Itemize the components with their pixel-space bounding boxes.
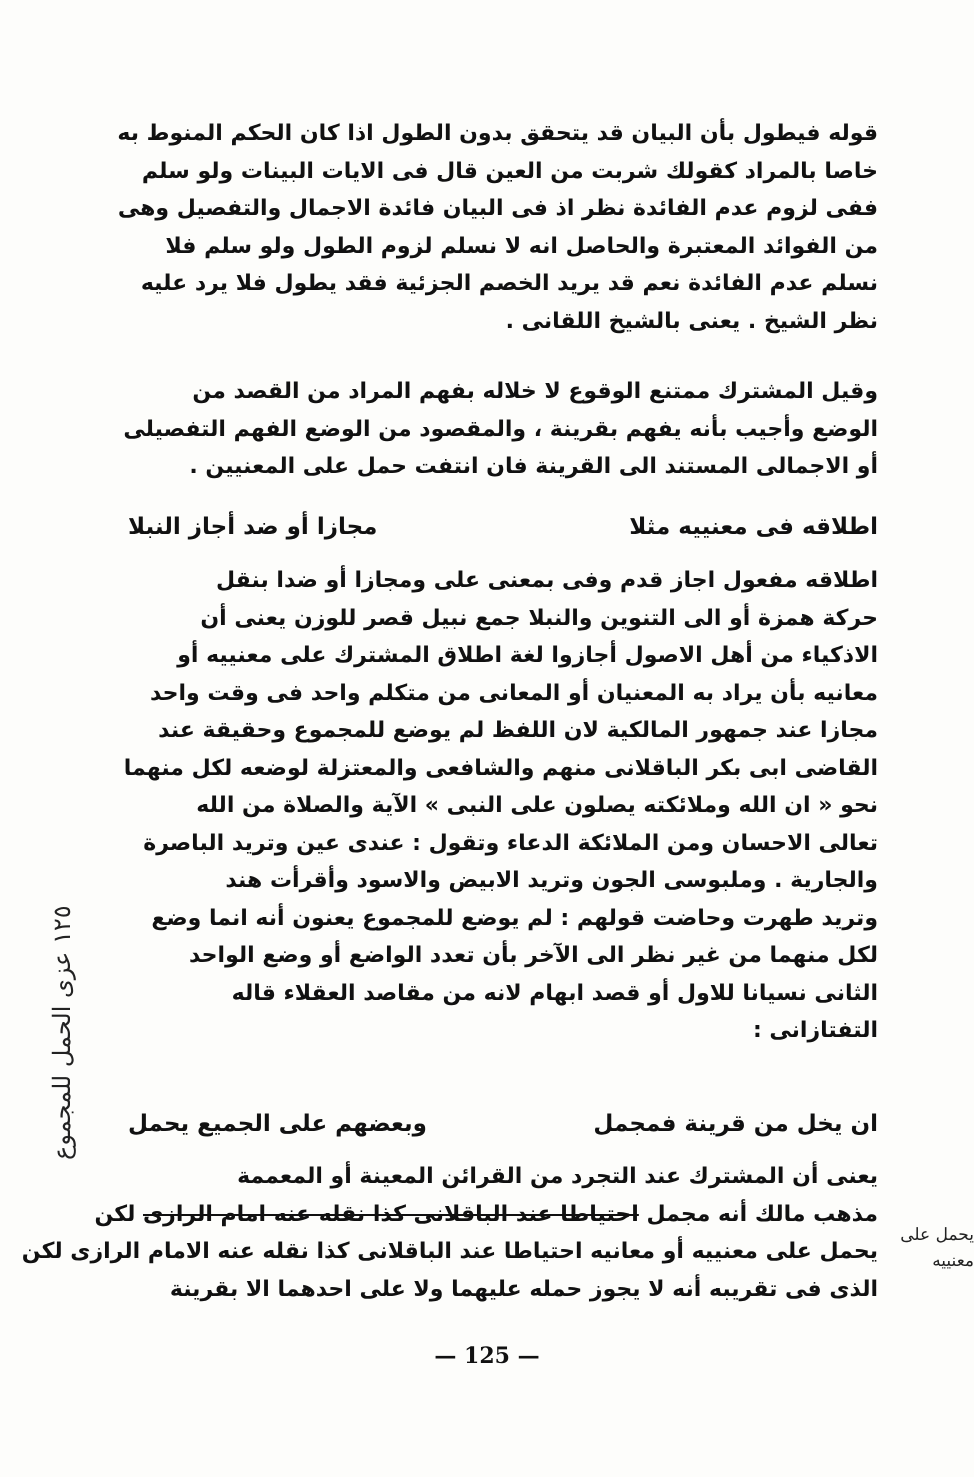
verse-hemistich-right: ان يخل من قرينة فمجمل [593, 1111, 878, 1137]
paragraph-2 [123, 373, 878, 486]
text-line: الاذكياء من أهل الاصول أجازوا لغة اطلاق المشترك على معنييه أو [177, 643, 878, 668]
text-line: ففى لزوم عدم الفائدة نظر اذ فى البيان فائدة الاجمال والتفصيل وهى [117, 196, 878, 221]
text-line: نحو « ان الله وملائكته يصلون على النبى » الآية والصلاة من الله [196, 793, 878, 818]
text-line: القاضى ابى بكر الباقلانى منهم والشافعى والمعتزلة لوضعه لكل منهما [123, 755, 878, 781]
text-line: حركة همزة أو الى التنوين والنبلا جمع نبيل قصر للوزن يعنى أن [200, 605, 878, 631]
margin-note-right: يحمل على معنييه [900, 1225, 974, 1271]
text-line: يحمل على معنييه أو معانيه احتياطا عند الباقلانى كذا نقله عنه الامام الرازى لكن [21, 1239, 878, 1264]
verse-hemistich-right: اطلاقه فى معنييه مثلا [629, 514, 878, 540]
text-line: خاصا بالمراد كقولك شربت من العين قال فى الايات البينات ولو سلم [141, 158, 878, 184]
text-line: الذى فى تقريبه أنه لا يجوز حمله عليهما ولا على احدهما الا بقرينة [169, 1276, 878, 1302]
text-line: مجازا عند جمهور المالكية لان اللفظ لم يوضع للمجموع وحقيقة عند [158, 718, 878, 743]
text-line: وقيل المشترك ممتنع الوقوع لا خلاله بفهم المراد من القصد من [192, 379, 878, 404]
text-line: وتريد طهرت وحاضت قولهم : لم يوضع للمجموع يعنون أنه انما وضع [151, 905, 878, 931]
text-line-with-strikethrough [94, 1196, 878, 1234]
margin-note-vertical: ١٢٥ عزى الحمل للمجموع [48, 905, 76, 1160]
verse-hemistich-left: وبعضهم على الجميع يحمل [128, 1111, 427, 1137]
text-line: والجارية . وملبوسى الجون وتريد الابيض والاسود وأقرأت هند [225, 868, 878, 893]
text-line: الوضع وأجيب بأنه يفهم بقرينة ، والمقصود من الوضع الفهم التفصيلى [123, 416, 878, 442]
text-line: معانيه بأن يراد به المعنيان أو المعانى من متكلم واحد فى وقت واحد [149, 680, 878, 706]
text-line: أو الاجمالى المستند الى القرينة فان انتفت حمل على المعنيين . [189, 454, 878, 479]
text-line: نسلم عدم الفائدة نعم قد يريد الخصم الجزئية فقد يطول فلا يرد عليه [140, 271, 878, 296]
text-line: الثانى نسيانا للاول أو قصد ابهام لانه من مقاصد العقلاء قاله [231, 980, 878, 1006]
text-line: قوله فيطول بأن البيان قد يتحقق بدون الطول اذا كان الحكم المنوط به [117, 121, 878, 146]
line-start: مذهب مالك أنه مجمل [646, 1201, 878, 1227]
line-end: لكن [94, 1201, 136, 1227]
text-line: التفتازانى : [752, 1018, 878, 1043]
text-line: نظر الشيخ . يعنى بالشيخ اللقانى . [505, 308, 878, 334]
text-line: من الفوائد المعتبرة والحاصل انه لا نسلم لزوم الطول ولو سلم فلا [165, 233, 878, 259]
text-line: اطلاقه مفعول اجاز قدم وفى بمعنى على ومجازا أو ضدا بنقل [216, 568, 878, 593]
struck-text: احتياطا عند الباقلانى كذا نقله عنه امام الرازى [143, 1201, 639, 1227]
text-line: يعنى أن المشترك عند التجرد من القرائن المعينة أو المعممة [237, 1164, 878, 1189]
text-line: تعالى الاحسان ومن الملائكة الدعاء وتقول : عندى عين وتريد الباصرة [143, 830, 878, 856]
verse-1 [128, 507, 878, 547]
verse-2 [128, 1104, 878, 1144]
paragraph-1 [117, 115, 878, 340]
paragraph-4 [21, 1158, 878, 1308]
page-number: — 125 — [434, 1343, 540, 1369]
verse-hemistich-left: مجازا أو ضد أجاز النبلا [128, 514, 378, 540]
text-line: لكل منهما من غير نظر الى الآخر بأن تعدد الواضع أو وضع الواحد [188, 943, 878, 968]
paragraph-3 [123, 562, 878, 1050]
